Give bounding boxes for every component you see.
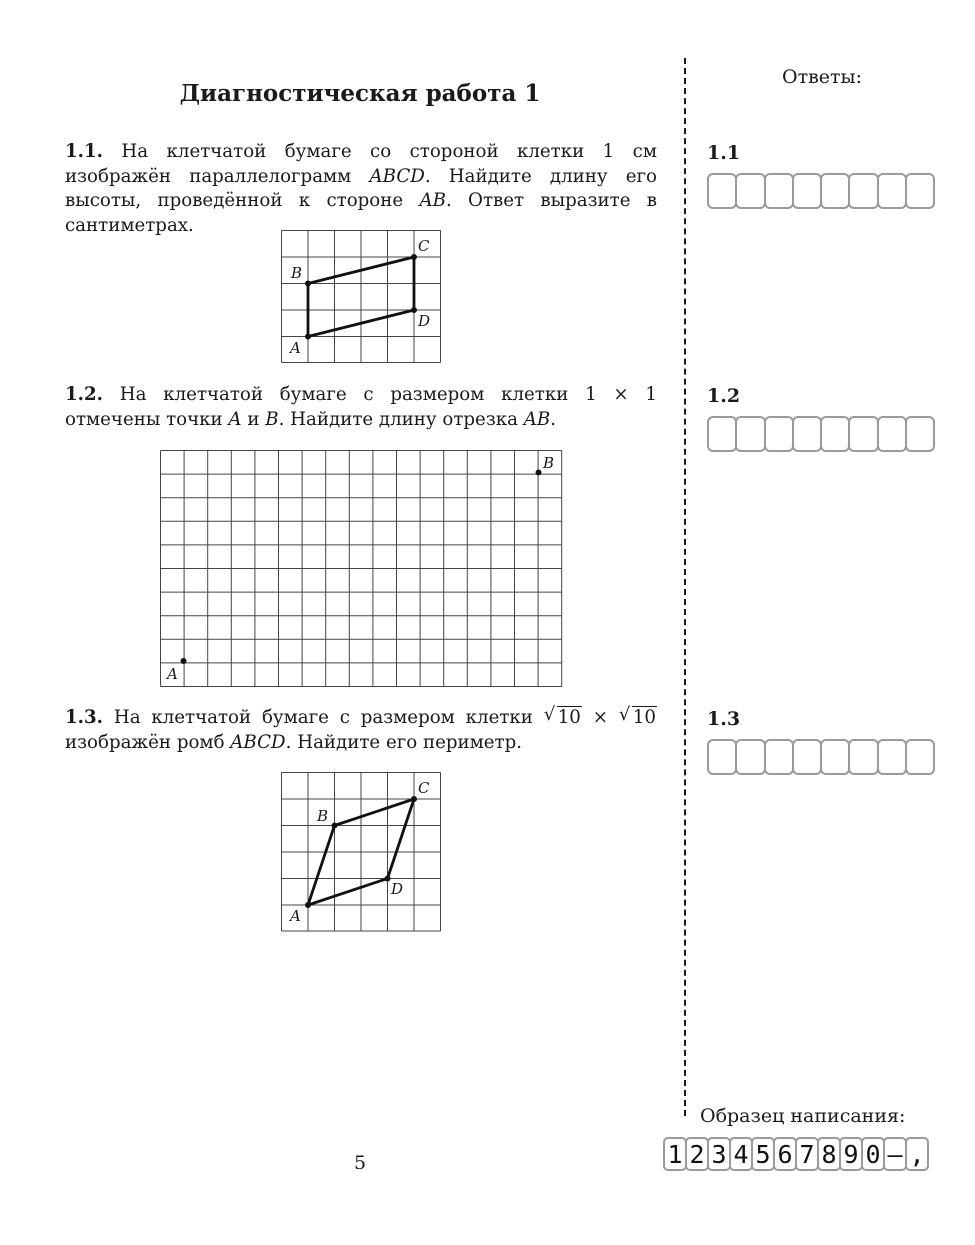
point-label: D [418,312,431,330]
task-text: На клетчатой бумаге со стороной клетки 1 см изображён параллелограмм [65,141,657,187]
task-var: AB [523,408,551,430]
task-number: 1.1. [65,141,103,162]
answer-label-1-1: 1.1 [707,142,741,164]
answer-cell[interactable] [877,416,907,452]
answer-cell[interactable] [792,739,822,775]
answer-cell[interactable] [848,416,878,452]
point-label: C [418,779,430,797]
answer-cell[interactable] [820,739,850,775]
sample-char: 2 [685,1137,709,1171]
writing-sample [663,1137,927,1171]
column-divider [684,58,686,1116]
answer-cell[interactable] [905,416,935,452]
point-label: A [290,907,301,925]
point-label: B [543,454,555,472]
sample-char: 1 [663,1137,687,1171]
answer-label-1-2: 1.2 [707,385,741,407]
task-text: . Найдите длину его высоты, проведённой к стороне [65,165,657,211]
answer-cell[interactable] [764,416,794,452]
answer-label-1-3: 1.3 [707,708,741,730]
sample-char: 4 [729,1137,753,1171]
sample-char: 6 [773,1137,797,1171]
answer-cell[interactable] [707,173,737,209]
task-var: ABCD [369,165,425,187]
point-label: A [290,339,301,357]
answer-cell[interactable] [905,173,935,209]
answer-cell[interactable] [764,739,794,775]
point-label: C [418,237,430,255]
sample-char: 7 [795,1137,819,1171]
sample-char: 3 [707,1137,731,1171]
point-label: A [167,665,178,683]
page-title: Диагностическая работа 1 [179,80,541,107]
answer-cell[interactable] [792,416,822,452]
task-text: и [241,408,266,430]
task-text: × [581,707,619,728]
answer-cell[interactable] [820,416,850,452]
task-text: . Найдите длину отрезка [278,408,524,430]
task-number: 1.3. [65,707,103,728]
point-label: B [291,264,303,282]
task-number: 1.2. [65,384,103,405]
task-text: изображён ромб [65,731,231,753]
task-text: На клетчатой бумаге с размером клетки 1 × 1 отмечены точки [65,384,657,430]
answer-cell[interactable] [877,173,907,209]
task-var: AB [419,190,446,211]
figure-grid-points [159,449,564,687]
answer-cell[interactable] [735,416,765,452]
task-text: . [550,408,557,430]
sample-char: – [883,1137,907,1171]
task-1-2 [65,383,657,432]
point-label: B [317,807,329,825]
task-1-1 [65,140,657,238]
task-text: . Ответ выразите в сантиметрах. [65,190,658,236]
sample-char: 8 [817,1137,841,1171]
sample-label: Образец написания: [700,1105,906,1127]
sample-char: 0 [861,1137,885,1171]
answer-cell[interactable] [707,739,737,775]
task-1-3 [65,706,657,755]
answer-field-1-1[interactable] [707,173,933,209]
task-var: ABCD [230,731,286,753]
point-label: D [391,880,404,898]
sample-char: 9 [839,1137,863,1171]
page-number: 5 [353,1152,367,1174]
figure-rhombus [280,771,442,933]
answer-cell[interactable] [735,739,765,775]
sqrt-expression: √ 10 [543,704,581,728]
answer-cell[interactable] [848,173,878,209]
task-text: . Найдите его периметр. [285,731,523,753]
sample-char: 5 [751,1137,775,1171]
answer-cell[interactable] [820,173,850,209]
answer-cell[interactable] [735,173,765,209]
answer-cell[interactable] [792,173,822,209]
sqrt-expression: √ 10 [618,704,656,728]
sample-char: , [905,1137,929,1171]
task-var: A [228,408,242,430]
answer-cell[interactable] [707,416,737,452]
answer-cell[interactable] [877,739,907,775]
answer-field-1-2[interactable] [707,416,933,452]
answer-cell[interactable] [848,739,878,775]
answer-cell[interactable] [764,173,794,209]
task-text: На клетчатой бумаге с размером клетки [113,707,544,728]
answer-cell[interactable] [905,739,935,775]
answers-label: Ответы: [782,66,863,88]
figure-parallelogram [280,229,442,364]
task-var: B [265,408,279,430]
answer-field-1-3[interactable] [707,739,933,775]
